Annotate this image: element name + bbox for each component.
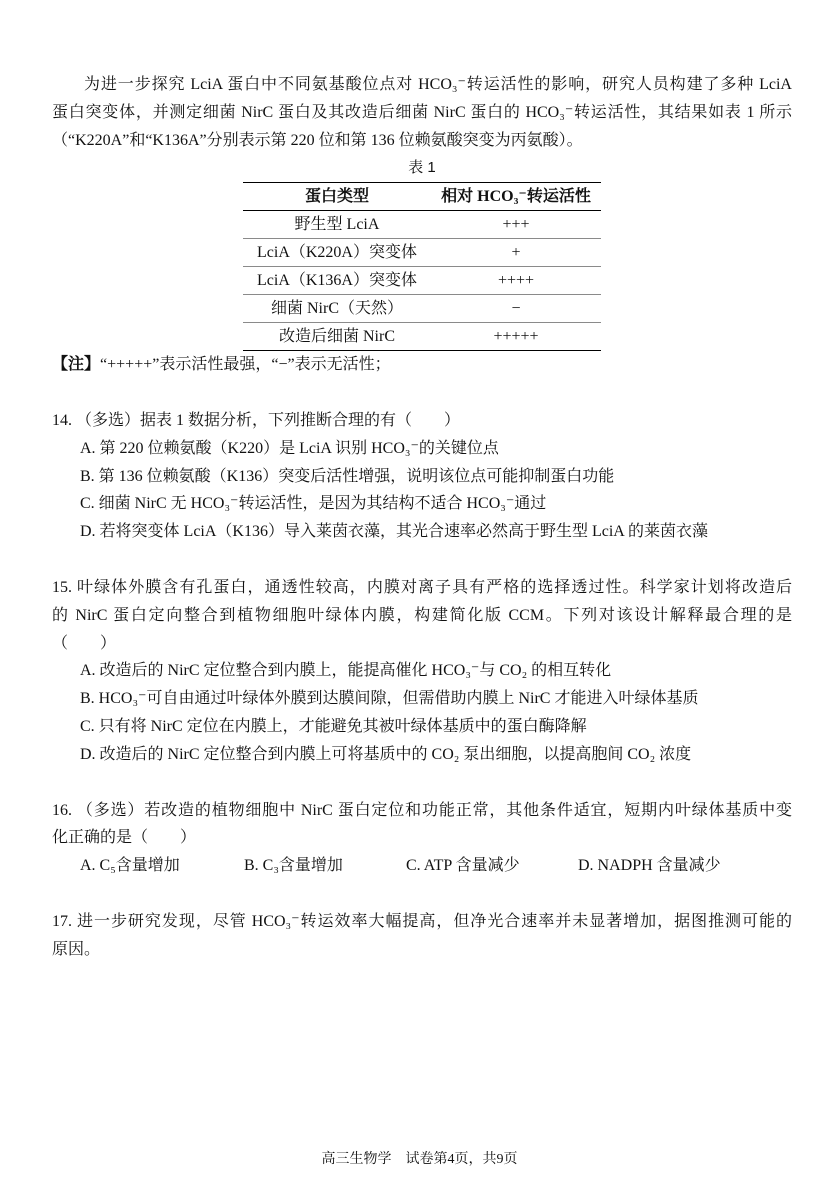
table-header-row	[243, 183, 601, 211]
question-stem: 14. （多选）据表 1 数据分析，下列推断合理的有（ ）	[52, 411, 461, 429]
option-a: A. C₅含量增加	[80, 857, 180, 875]
cell-relative-activity: +++	[431, 211, 601, 239]
option-c: C. ATP 含量减少	[406, 857, 520, 875]
header-protein-type: 蛋白类型	[243, 183, 431, 211]
cell-relative-activity: −	[431, 295, 601, 323]
question-stem-line: 16. （多选）若改造的植物细胞中 NirC 蛋白定位和功能正常，其他条件适宜，短期内叶绿体基质中变	[52, 801, 792, 819]
option-b: B. HCO₃⁻可自由通过叶绿体外膜到达膜间隙，但需借助内膜上 NirC 才能进入叶绿体基质	[80, 690, 699, 708]
cell-relative-activity: ++++	[431, 267, 601, 295]
intro-line: （“K220A”和“K136A”分别表示第 220 位和第 136 位赖氨酸突变为丙氨酸）。	[52, 131, 583, 149]
intro-paragraph	[52, 71, 792, 154]
cell-protein-type: 细菌 NirC（天然）	[243, 295, 431, 323]
table-row	[243, 267, 601, 295]
cell-protein-type: 改造后细菌 NirC	[243, 323, 431, 351]
option-d: D. 改造后的 NirC 定位整合到内膜上可将基质中的 CO₂ 泵出细胞，以提高胞间 CO₂ 浓度	[80, 745, 692, 763]
question-15	[52, 574, 792, 769]
question-17	[52, 908, 792, 964]
question-16	[52, 797, 792, 880]
question-14	[52, 407, 792, 546]
question-stem-line: 17. 进一步研究发现，尽管 HCO₃⁻转运效率大幅提高，但净光合速率并未显著增加，据图推测可能的	[52, 912, 792, 930]
option-c: C. 细菌 NirC 无 HCO₃⁻转运活性，是因为其结构不适合 HCO₃⁻通过	[80, 495, 547, 513]
note-text: “+++++”表示活性最强，“−”表示无活性；	[100, 356, 391, 374]
table-row	[243, 323, 601, 351]
option-a: A. 改造后的 NirC 定位整合到内膜上，能提高催化 HCO₃⁻与 CO₂ 的相互转化	[80, 662, 612, 680]
exam-page-content	[52, 71, 792, 964]
option-b: B. 第 136 位赖氨酸（K136）突变后活性增强，说明该位点可能抑制蛋白功能	[80, 467, 615, 485]
intro-line: 蛋白突变体，并测定细菌 NirC 蛋白及其改造后细菌 NirC 蛋白的 HCO₃⁻转运活性，其结果如表 1 所示	[52, 103, 792, 121]
option-d: D. 若将突变体 LciA（K136）导入莱茵衣藻，其光合速率必然高于野生型 LciA 的莱茵衣藻	[80, 523, 708, 541]
option-a: A. 第 220 位赖氨酸（K220）是 LciA 识别 HCO₃⁻的关键位点	[80, 439, 499, 457]
question-stem-line: （ ）	[52, 634, 117, 652]
cell-protein-type: LciA（K136A）突变体	[243, 267, 431, 295]
cell-protein-type: 野生型 LciA	[243, 211, 431, 239]
question-stem-line: 15. 叶绿体外膜含有孔蛋白，通透性较高，内膜对离子具有严格的选择透过性。科学家计划将改造后	[52, 578, 792, 596]
question-stem-line: 原因。	[52, 940, 101, 958]
option-d: D. NADPH 含量减少	[578, 857, 721, 875]
activity-table	[243, 182, 601, 351]
cell-relative-activity: +++++	[431, 323, 601, 351]
table-row	[243, 211, 601, 239]
page-footer: 高三生物学 试卷第4页，共9页	[321, 1152, 518, 1167]
option-c: C. 只有将 NirC 定位在内膜上，才能避免其被叶绿体基质中的蛋白酶降解	[80, 717, 587, 735]
option-b: B. C₃含量增加	[244, 857, 343, 875]
question-stem-line: 化正确的是（ ）	[52, 829, 197, 847]
table-row	[243, 295, 601, 323]
note-label: 【注】	[52, 356, 101, 374]
table-caption: 表 1	[408, 159, 436, 177]
question-stem-line: 的 NirC 蛋白定向整合到植物细胞叶绿体内膜，构建简化版 CCM。下列对该设计解释最合理的是	[52, 606, 792, 624]
cell-relative-activity: +	[431, 239, 601, 267]
table-note	[52, 351, 792, 379]
table-row	[243, 239, 601, 267]
cell-protein-type: LciA（K220A）突变体	[243, 239, 431, 267]
intro-line: 为进一步探究 LciA 蛋白中不同氨基酸位点对 HCO₃⁻转运活性的影响，研究人员构建了多种 LciA	[84, 76, 792, 93]
options-row	[52, 852, 792, 880]
header-relative-activity: 相对 HCO₃⁻转运活性	[431, 183, 601, 211]
